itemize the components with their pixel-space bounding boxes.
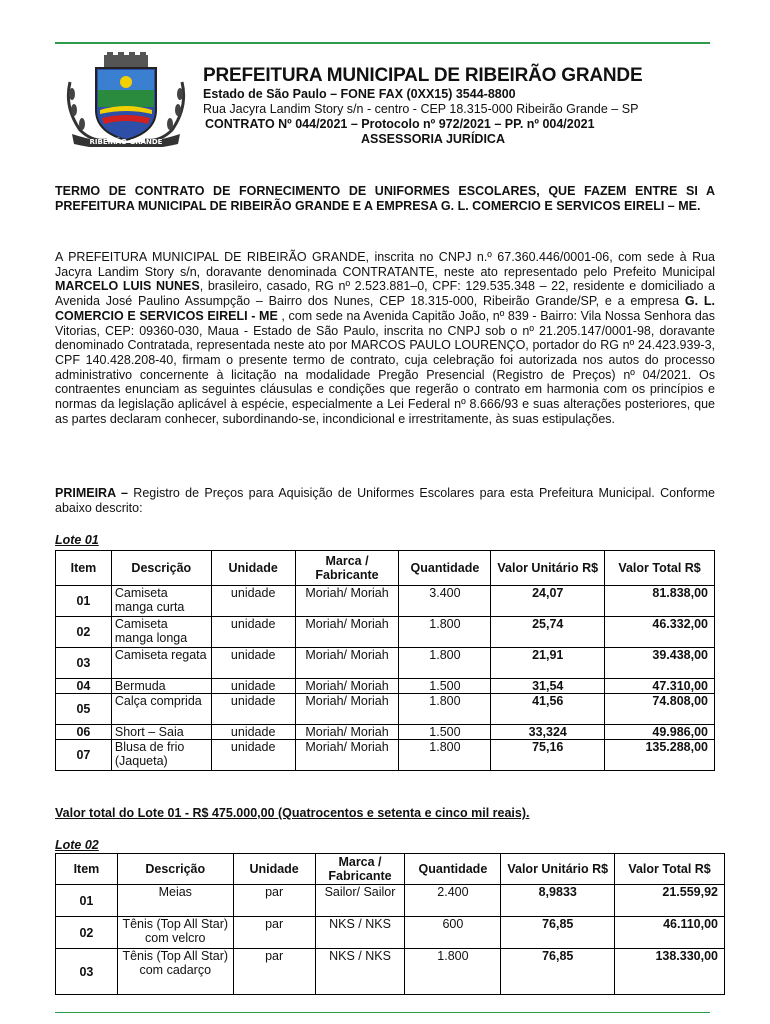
desc-cell: Blusa de frio (Jaqueta) bbox=[111, 740, 211, 771]
unit-cell: unidade bbox=[211, 679, 295, 694]
item-cell: 02 bbox=[56, 917, 118, 949]
item-cell: 02 bbox=[56, 617, 112, 648]
total-cell: 49.986,00 bbox=[605, 725, 715, 740]
company-name: G. L. COMERCIO E SERVICOS EIRELI - ME bbox=[55, 294, 715, 323]
brand-cell: Moriah/ Moriah bbox=[295, 617, 399, 648]
col-header: Quantidade bbox=[405, 854, 501, 885]
qty-cell: 1.800 bbox=[399, 617, 491, 648]
col-header: Quantidade bbox=[399, 551, 491, 586]
desc-cell: Short – Saia bbox=[111, 725, 211, 740]
brand-cell: NKS / NKS bbox=[315, 917, 405, 949]
table-header-row bbox=[56, 551, 715, 586]
unit-price-cell: 33,324 bbox=[491, 725, 605, 740]
state-phone: Estado de São Paulo – FONE FAX (0XX15) 3544-8800 bbox=[203, 87, 516, 101]
unit-price-cell: 24,07 bbox=[491, 586, 605, 617]
unit-cell: unidade bbox=[211, 617, 295, 648]
lote-01-total: Valor total do Lote 01 - R$ 475.000,00 (Quatrocentos e setenta e cinco mil reais). bbox=[55, 806, 530, 820]
qty-cell: 1.800 bbox=[399, 648, 491, 679]
desc-cell: Calça comprida bbox=[111, 694, 211, 725]
municipality-title: PREFEITURA MUNICIPAL DE RIBEIRÃO GRANDE bbox=[203, 65, 643, 86]
unit-cell: unidade bbox=[211, 586, 295, 617]
qty-cell: 1.800 bbox=[399, 740, 491, 771]
total-cell: 39.438,00 bbox=[605, 648, 715, 679]
item-cell: 05 bbox=[56, 694, 112, 725]
unit-cell: unidade bbox=[211, 725, 295, 740]
address: Rua Jacyra Landim Story s/n - centro - CEP 18.315-000 Ribeirão Grande – SP bbox=[203, 102, 639, 116]
qty-cell: 1.800 bbox=[399, 694, 491, 725]
item-cell: 01 bbox=[56, 586, 112, 617]
col-header: Marca / Fabricante bbox=[315, 854, 405, 885]
desc-cell: Bermuda bbox=[111, 679, 211, 694]
lote-01-label: Lote 01 bbox=[55, 533, 99, 547]
contract-reference: CONTRATO Nº 044/2021 – Protocolo nº 972/2021 – PP. nº 004/2021 bbox=[205, 117, 595, 131]
table-row bbox=[56, 740, 715, 771]
total-cell: 138.330,00 bbox=[615, 949, 725, 995]
lote-01-table bbox=[55, 550, 715, 771]
brand-cell: Moriah/ Moriah bbox=[295, 740, 399, 771]
unit-price-cell: 25,74 bbox=[491, 617, 605, 648]
item-cell: 06 bbox=[56, 725, 112, 740]
qty-cell: 2.400 bbox=[405, 885, 501, 917]
clause-label: PRIMEIRA – bbox=[55, 486, 128, 500]
desc-cell: Tênis (Top All Star) com cadarço bbox=[117, 949, 233, 995]
municipal-crest-logo bbox=[62, 52, 190, 147]
unit-price-cell: 8,9833 bbox=[501, 885, 615, 917]
item-cell: 07 bbox=[56, 740, 112, 771]
brand-cell: Sailor/ Sailor bbox=[315, 885, 405, 917]
lote-02-table bbox=[55, 853, 725, 995]
clause-primeira bbox=[55, 486, 715, 516]
unit-price-cell: 21,91 bbox=[491, 648, 605, 679]
brand-cell: NKS / NKS bbox=[315, 949, 405, 995]
qty-cell: 3.400 bbox=[399, 586, 491, 617]
table-row bbox=[56, 648, 715, 679]
col-header: Marca / Fabricante bbox=[295, 551, 399, 586]
desc-cell: Camiseta regata bbox=[111, 648, 211, 679]
intro-part1: A PREFEITURA MUNICIPAL DE RIBEIRÃO GRANDE, inscrita no CNPJ n.º 67.360.446/0001-06, com sede à Rua Jacyra Landim Story s/n, doravante denominada CONTRATANTE, neste ato representado pelo Prefeito Municipal bbox=[55, 250, 715, 279]
intro-paragraph bbox=[55, 250, 715, 426]
header-top-rule bbox=[55, 42, 710, 44]
unit-price-cell: 75,16 bbox=[491, 740, 605, 771]
table-row bbox=[56, 617, 715, 648]
brand-cell: Moriah/ Moriah bbox=[295, 648, 399, 679]
total-cell: 21.559,92 bbox=[615, 885, 725, 917]
intro-part3: , com sede na Avenida Capitão João, nº 839 - Bairro: Vila Nossa Senhora das Vitorias, CEP: 09360-030, Maua - Estado de São Paulo, inscrita no CNPJ sob o nº 21.205.147/0001-98, doravante denominado Contratada, representada neste ato por MARCOS PAULO LOURENÇO, portador do RG nº 24.423.939-3, CPF 140.428.208-40, firmam o presente termo de contrato, cuja celebração foi autorizada nos autos do processo administrativo concernente à licitação na modalidade Pregão Presencial (Registro de Preços) nº 04/2021. Os contraentes enunciam as seguintes cláusulas e condições que regerão o contrato em harmonia com os princípios e normas da legislação aplicável à espécie, especialmente a Lei Federal nº 8.666/93 e suas alterações posteriores, que as partes declaram conhecer, subordinando-se, incondicional e irrestritamente, às suas estipulações. bbox=[55, 308, 715, 426]
footer-rule bbox=[55, 1012, 710, 1013]
qty-cell: 600 bbox=[405, 917, 501, 949]
col-header: Item bbox=[56, 854, 118, 885]
item-cell: 03 bbox=[56, 949, 118, 995]
letterhead bbox=[203, 65, 713, 147]
qty-cell: 1.500 bbox=[399, 725, 491, 740]
brand-cell: Moriah/ Moriah bbox=[295, 679, 399, 694]
col-header: Valor Total R$ bbox=[615, 854, 725, 885]
total-cell: 74.808,00 bbox=[605, 694, 715, 725]
clause-text: Registro de Preços para Aquisição de Uniformes Escolares para esta Prefeitura Municipal. Conforme abaixo descrito: bbox=[55, 486, 715, 515]
col-header: Unidade bbox=[211, 551, 295, 586]
unit-price-cell: 76,85 bbox=[501, 949, 615, 995]
brand-cell: Moriah/ Moriah bbox=[295, 694, 399, 725]
qty-cell: 1.800 bbox=[405, 949, 501, 995]
item-cell: 03 bbox=[56, 648, 112, 679]
table-row bbox=[56, 586, 715, 617]
unit-price-cell: 31,54 bbox=[491, 679, 605, 694]
table-header-row bbox=[56, 854, 725, 885]
desc-cell: Tênis (Top All Star) com velcro bbox=[117, 917, 233, 949]
table-row bbox=[56, 679, 715, 694]
qty-cell: 1.500 bbox=[399, 679, 491, 694]
intro-part2: , brasileiro, casado, RG nº 2.523.881–0, CPF: 129.535.348 – 22, residente e domiciliado a Avenida José Paulino Assumpção – Bairro dos Nunes, CEP 18.315-000, Ribeirão Grande/SP, e a empresa bbox=[55, 279, 715, 309]
table-row bbox=[56, 917, 725, 949]
desc-cell: Camiseta manga longa bbox=[111, 617, 211, 648]
col-header: Descrição bbox=[117, 854, 233, 885]
unit-cell: par bbox=[233, 917, 315, 949]
department: ASSESSORIA JURÍDICA bbox=[360, 132, 505, 146]
mayor-name: MARCELO LUIS NUNES bbox=[55, 279, 200, 294]
item-cell: 04 bbox=[56, 679, 112, 694]
col-header: Valor Unitário R$ bbox=[501, 854, 615, 885]
total-cell: 135.288,00 bbox=[605, 740, 715, 771]
total-cell: 46.332,00 bbox=[605, 617, 715, 648]
total-cell: 46.110,00 bbox=[615, 917, 725, 949]
desc-cell: Camiseta manga curta bbox=[111, 586, 211, 617]
table-row bbox=[56, 885, 725, 917]
brand-cell: Moriah/ Moriah bbox=[295, 725, 399, 740]
unit-cell: unidade bbox=[211, 740, 295, 771]
unit-cell: par bbox=[233, 885, 315, 917]
unit-price-cell: 76,85 bbox=[501, 917, 615, 949]
col-header: Item bbox=[56, 551, 112, 586]
unit-price-cell: 41,56 bbox=[491, 694, 605, 725]
col-header: Valor Unitário R$ bbox=[491, 551, 605, 586]
col-header: Valor Total R$ bbox=[605, 551, 715, 586]
unit-cell: unidade bbox=[211, 694, 295, 725]
item-cell: 01 bbox=[56, 885, 118, 917]
lote-02-label: Lote 02 bbox=[55, 838, 99, 852]
table-row bbox=[56, 725, 715, 740]
brand-cell: Moriah/ Moriah bbox=[295, 586, 399, 617]
total-cell: 47.310,00 bbox=[605, 679, 715, 694]
table-row bbox=[56, 949, 725, 995]
total-cell: 81.838,00 bbox=[605, 586, 715, 617]
unit-cell: par bbox=[233, 949, 315, 995]
col-header: Unidade bbox=[233, 854, 315, 885]
unit-cell: unidade bbox=[211, 648, 295, 679]
table-row bbox=[56, 694, 715, 725]
desc-cell: Meias bbox=[117, 885, 233, 917]
col-header: Descrição bbox=[111, 551, 211, 586]
crest-motto: RIBEIRÃO GRANDE bbox=[89, 138, 163, 146]
contract-heading: TERMO DE CONTRATO DE FORNECIMENTO DE UNIFORMES ESCOLARES, QUE FAZEM ENTRE SI A PREFEITURA MUNICIPAL DE RIBEIRÃO GRANDE E A EMPRESA G. L. COMERCIO E SERVICOS EIRELI – ME. bbox=[55, 184, 715, 213]
